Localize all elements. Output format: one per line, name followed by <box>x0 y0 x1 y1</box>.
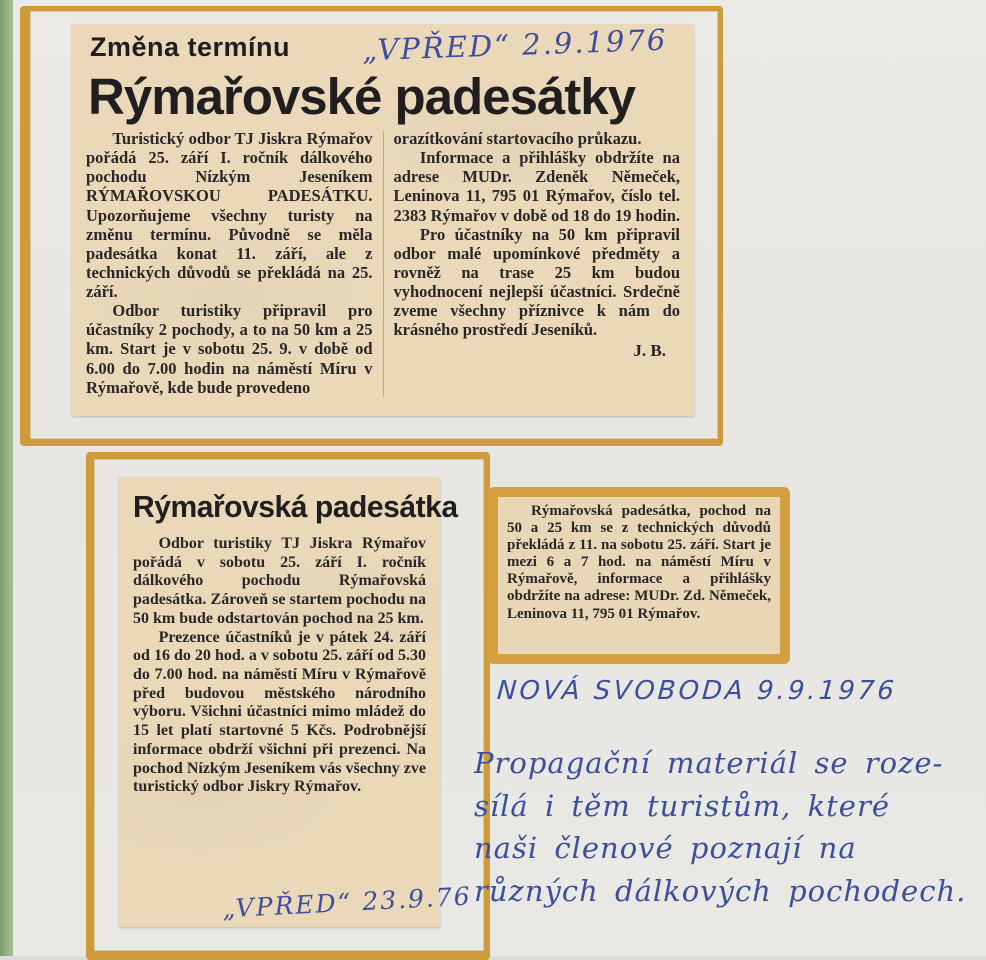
article-column-left <box>86 129 373 397</box>
paragraph: Prezence účastníků je v pátek 24. září od 16 do 20 hod. a v sobotu 25. září od 5.30 do 7.00 hod. na náměstí Míru v Rýmařově před budovou městského národního výboru. Všichni účastníci mimo mládež do 15 let platí startovné 5 Kčs. Podrobnější informace obdrží všichni při prezenci. Na pochod Nízkým Jeseníkem vás všechny zve turistický odbor Jiskry Rýmařov. <box>133 628 426 796</box>
article-columns <box>86 129 680 397</box>
paragraph-text: Zároveň se startem pochodu na 50 km bude odstartován pochod na 25 km. <box>133 591 426 627</box>
handwritten-source-top: „VPŘED“ 2.9.1976 <box>361 22 668 68</box>
article-signature: J. B. <box>633 341 666 361</box>
article-headline: Rýmařovská padesátka <box>133 489 458 524</box>
clipping-bottom-article <box>119 477 458 927</box>
paragraph-text: Odbor turistiky TJ Jiskra Rýmařov pořádá v sobotu 25. září I. ročník dálkového pochodu <box>133 535 426 590</box>
handwritten-note-line: Propagační materiál se roze- <box>474 746 944 780</box>
handwritten-source-nova-svoboda: NOVÁ SVOBODA 9.9.1976 <box>495 676 898 706</box>
handwritten-note <box>474 742 966 913</box>
handwritten-note-line: sílá i těm turistům, které <box>474 788 890 823</box>
article-headline: Rýmařovské padesátky <box>88 68 636 125</box>
paragraph-bold-text: Rýmařovská padesátka. <box>133 572 426 609</box>
handwritten-note-line: naši členové poznají na <box>474 831 857 866</box>
paragraph: Pro účastníky na 50 km připravil odbor malé upomínkové předměty a rovněž na trase 25 km budou vyhodnocení nejlepší účastníci. Srdečně zveme všechny příznivce k nám do krásného prostředí Jeseníků. <box>393 224 680 340</box>
paragraph: Turistický odbor TJ Jiskra Rýmařov pořádá 25. září I. ročník dálkového pochodu Nízkým Jeseníkem RÝMAŘOVSKOU PADESÁTKU. Upozorňujeme všechny turisty na změnu termínu. Původně se měla padesátka konat 11. září, ale z technických důvodů se překládá na 25. září. <box>86 129 373 302</box>
clipping-top-article <box>72 24 694 416</box>
paragraph <box>133 535 426 629</box>
notice-lead: Rýmařovská padesátka, <box>531 503 691 519</box>
paragraph: orazítkování startovacího průkazu. <box>393 129 642 149</box>
clipping-small-notice <box>488 487 790 664</box>
article-body <box>133 535 426 797</box>
handwritten-source-bottom: „VPŘED“ 23.9.76 <box>221 881 473 924</box>
column-rule <box>383 131 384 397</box>
article-column-right <box>394 129 681 397</box>
handwritten-note-line: různých dálkových pochodech. <box>474 873 967 908</box>
album-edge-strip <box>0 0 13 956</box>
notice-text: pochod na 50 a 25 km se z technických důvodů překládá z 11. na sobotu 25. září. Start je mezi 6 a 7 hod. na náměstí Míru v Rýmařově, informace a přihlášky obdržíte na adrese: MUDr. Zd. Němeček, Leninova 11, 795 01 Rýmařov. <box>507 503 772 622</box>
paragraph: Odbor turistiky připravil pro účastníky 2 pochody, a to na 50 km a 25 km. Start je v sobotu 25. 9. v době od 6.00 do 7.00 hodin na náměstí Míru v Rýmařově, kde bude provedeno <box>86 301 373 397</box>
notice-body <box>498 497 780 627</box>
article-kicker: Změna termínu <box>90 32 291 62</box>
paragraph: Informace a přihlášky obdržíte na adrese MUDr. Zdeněk Němeček, Leninova 11, 795 01 Rýmařov, číslo tel. 2383 Rýmařov v době od 18 do 19 hodin. <box>393 148 681 225</box>
